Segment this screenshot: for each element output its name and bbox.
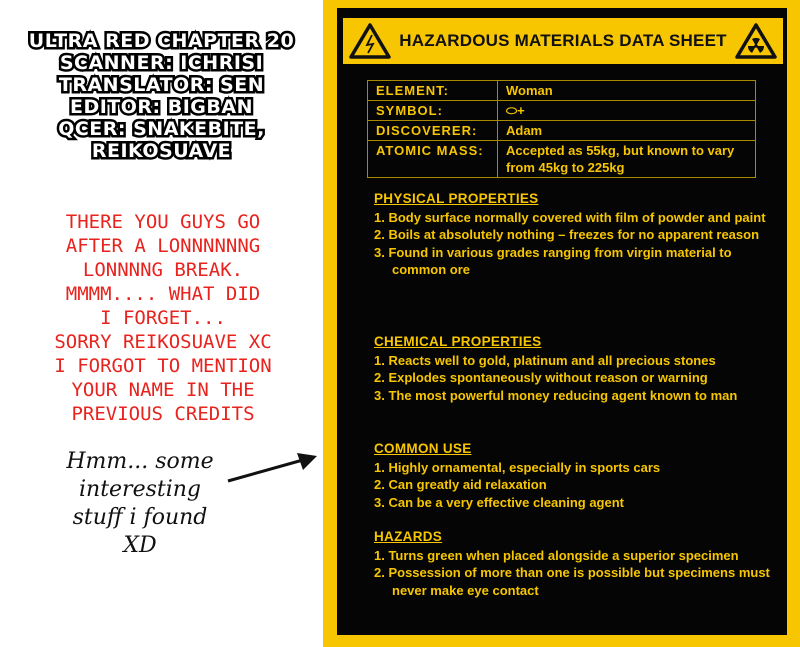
hand-line: Hmm... some	[66, 449, 214, 474]
row-value: Woman	[498, 81, 756, 101]
title-bar	[343, 18, 783, 64]
row-value: Adam	[498, 121, 756, 141]
note-line: PREVIOUS CREDITS	[71, 403, 255, 425]
radiation-warning-icon	[735, 22, 777, 60]
credit-line: TRANSLATOR: SEN	[58, 74, 265, 96]
note-line: LONNNNG BREAK.	[82, 259, 244, 281]
section-chemical	[374, 333, 774, 404]
table-row	[368, 81, 756, 101]
note-line: SORRY REIKOSUAVE XC	[54, 331, 272, 353]
list-item: 2. Explodes spontaneously without reason or warning	[374, 370, 708, 385]
list-item: 1. Reacts well to gold, platinum and all precious stones	[374, 352, 716, 368]
sheet-title: HAZARDOUS MATERIALS DATA SHEET	[399, 31, 727, 50]
high-voltage-warning-icon	[349, 22, 391, 60]
list-item: 3. Found in various grades ranging from virgin material to common ore	[374, 244, 732, 277]
table-row	[368, 101, 756, 121]
note-line: THERE YOU GUYS GO	[65, 211, 261, 233]
credit-line: QCER: SNAKEBITE,	[58, 118, 265, 140]
note-line: MMMM.... WHAT DID	[65, 283, 261, 305]
section-heading: HAZARDS	[374, 529, 443, 544]
credit-line: ULTRA RED CHAPTER 20	[28, 30, 295, 52]
list-item: 1. Turns green when placed alongside a superior specimen	[374, 547, 739, 563]
credits-panel	[0, 0, 323, 647]
row-value: Accepted as 55kg, but known to vary from 45kg to 225kg	[498, 141, 756, 178]
note-line: YOUR NAME IN THE	[71, 379, 255, 401]
row-value: ⬭+	[498, 101, 756, 121]
list-item: 3. The most powerful money reducing agent known to man	[374, 387, 738, 403]
hand-line: interesting	[78, 477, 202, 502]
element-table	[367, 80, 756, 178]
note-line: AFTER A LONNNNNNG	[65, 235, 261, 257]
section-heading: COMMON USE	[374, 441, 472, 456]
row-label: ATOMIC MASS:	[368, 141, 498, 178]
note-line: I FORGET...	[100, 307, 226, 329]
note-line: I FORGOT TO MENTION	[54, 355, 272, 377]
hand-line: stuff i found	[72, 505, 208, 530]
table-row	[368, 141, 756, 178]
section-heading: CHEMICAL PROPERTIES	[374, 334, 542, 349]
credits-list	[0, 30, 323, 162]
table-row	[368, 121, 756, 141]
data-sheet	[337, 8, 787, 635]
section-physical	[374, 190, 774, 279]
arrow-icon	[225, 448, 320, 488]
data-sheet-frame	[323, 0, 800, 647]
row-label: ELEMENT:	[368, 81, 498, 101]
section-hazards	[374, 528, 774, 599]
list-item: 2. Can greatly aid relaxation	[374, 477, 547, 492]
handwritten-note	[40, 448, 240, 560]
hand-line: XD	[123, 533, 157, 558]
list-item: 3. Can be a very effective cleaning agent	[374, 494, 624, 510]
list-item: 1. Highly ornamental, especially in sports cars	[374, 459, 661, 475]
credit-line: EDITOR: BIGBAN	[69, 96, 253, 118]
list-item: 1. Body surface normally covered with film of powder and paint	[374, 209, 766, 225]
section-common-use	[374, 440, 774, 511]
list-item: 2. Possession of more than one is possible but specimens must never make eye contact	[374, 565, 770, 598]
credit-line: SCANNER: ICHRISI	[59, 52, 264, 74]
list-item: 2. Boils at absolutely nothing – freezes for no apparent reason	[374, 227, 760, 242]
translator-note	[0, 210, 326, 426]
credit-line: REIKOSUAVE	[91, 140, 232, 162]
row-label: DISCOVERER:	[368, 121, 498, 141]
section-heading: PHYSICAL PROPERTIES	[374, 191, 539, 206]
row-label: SYMBOL:	[368, 101, 498, 121]
